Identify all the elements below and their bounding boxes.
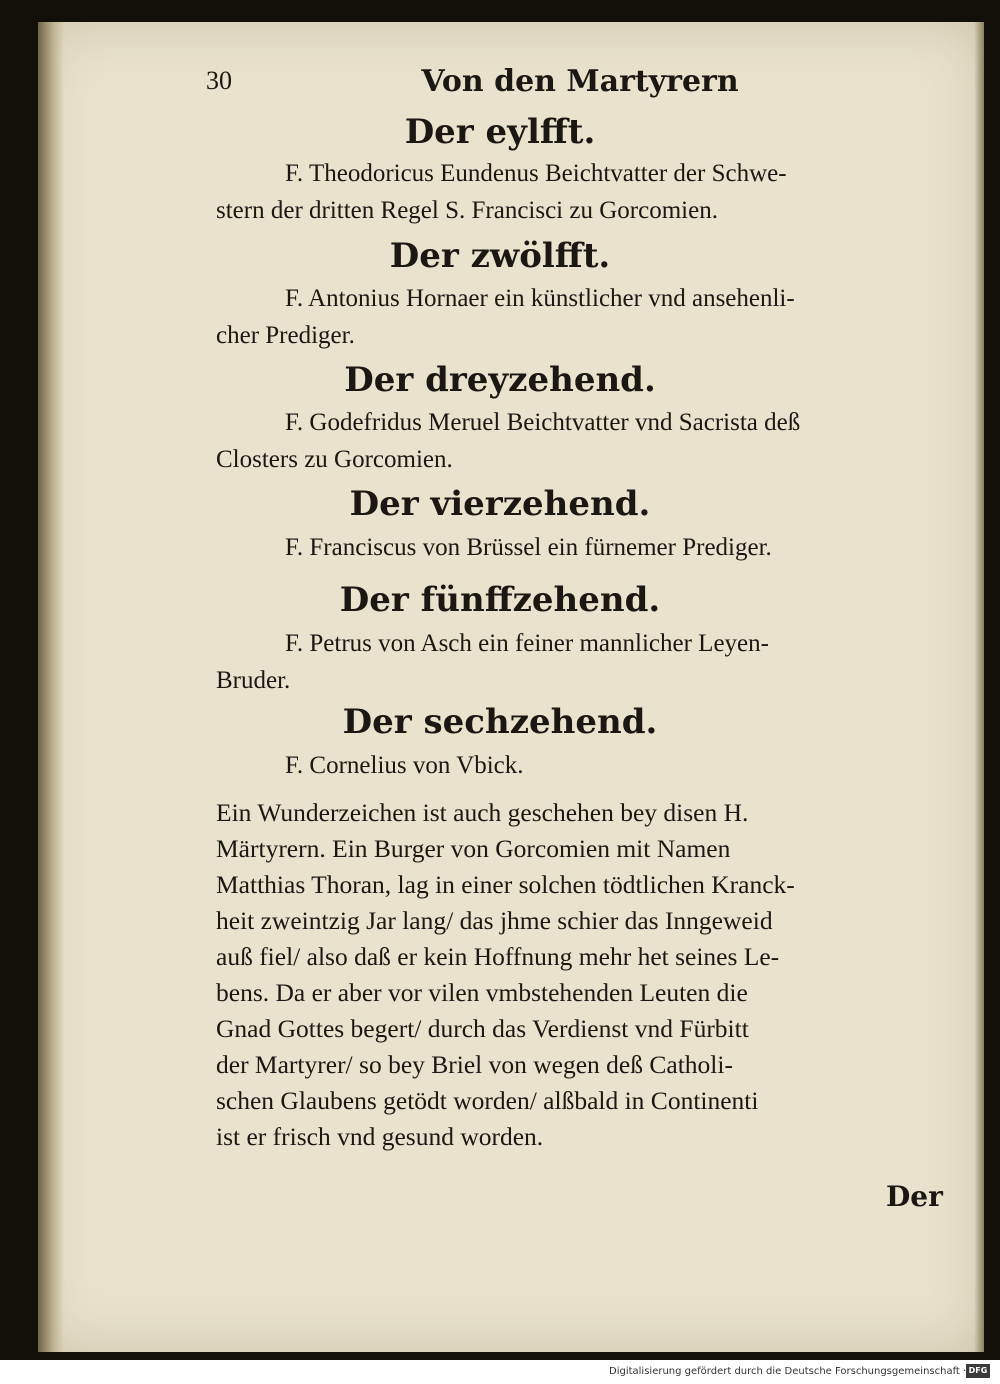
- entry-line: F. Antonius Hornaer ein künstlicher vnd ansehenli-: [285, 285, 795, 312]
- dfg-logo: DFG: [966, 1364, 990, 1378]
- entry-line: Closters zu Gorcomien.: [216, 446, 453, 473]
- entry-line: F. Petrus von Asch ein feiner mannlicher Leyen-: [285, 630, 769, 657]
- entry-line: cher Prediger.: [216, 322, 355, 349]
- running-head: Von den Martyrern: [421, 64, 739, 99]
- section-heading: Der zwölfft.: [389, 236, 611, 276]
- entry-line: F. Franciscus von Brüssel ein fürnemer Prediger.: [285, 534, 772, 561]
- entry-line: F. Godefridus Meruel Beichtvatter vnd Sacrista deß: [285, 409, 801, 436]
- paragraph-line: Ein Wunderzeichen ist auch geschehen bey disen H.: [216, 798, 749, 827]
- section-heading: Der vierzehend.: [349, 484, 651, 524]
- paragraph-line: der Martyrer/ so bey Briel von wegen deß Catholi-: [216, 1050, 733, 1079]
- paragraph-line: heit zweintzig Jar lang/ das jhme schier das Inngeweid: [216, 906, 773, 935]
- catchword: Der: [886, 1180, 943, 1213]
- entry-line: F. Cornelius von Vbick.: [285, 752, 524, 779]
- paragraph-line: ist er frisch vnd gesund worden.: [216, 1122, 544, 1151]
- paragraph-line: Matthias Thoran, lag in einer solchen tödtlichen Kranck-: [216, 870, 795, 899]
- section-heading: Der fünffzehend.: [339, 580, 661, 620]
- section-heading: Der eylfft.: [404, 112, 596, 152]
- page-edge: [974, 22, 984, 1352]
- digitization-credit: Digitalisierung gefördert durch die Deutsche Forschungsgemeinschaft ·: [609, 1366, 967, 1377]
- paragraph-line: bens. Da er aber vor vilen vmbstehenden Leuten die: [216, 978, 748, 1007]
- entry-line: F. Theodoricus Eundenus Beichtvatter der Schwe-: [285, 160, 787, 187]
- entry-line: Bruder.: [216, 667, 291, 694]
- page-number: 30: [206, 66, 232, 95]
- section-heading: Der dreyzehend.: [344, 360, 656, 400]
- paragraph-line: Gnad Gottes begert/ durch das Verdienst vnd Fürbitt: [216, 1014, 749, 1043]
- binding-shadow: [38, 22, 64, 1352]
- paragraph-line: Märtyrern. Ein Burger von Gorcomien mit Namen: [216, 834, 731, 863]
- paragraph-line: schen Glaubens getödt worden/ alßbald in Continenti: [216, 1086, 759, 1115]
- section-heading: Der sechzehend.: [342, 702, 658, 742]
- entry-line: stern der dritten Regel S. Francisci zu Gorcomien.: [216, 197, 718, 224]
- paragraph-line: auß fiel/ also daß er kein Hoffnung mehr het seines Le-: [216, 942, 780, 971]
